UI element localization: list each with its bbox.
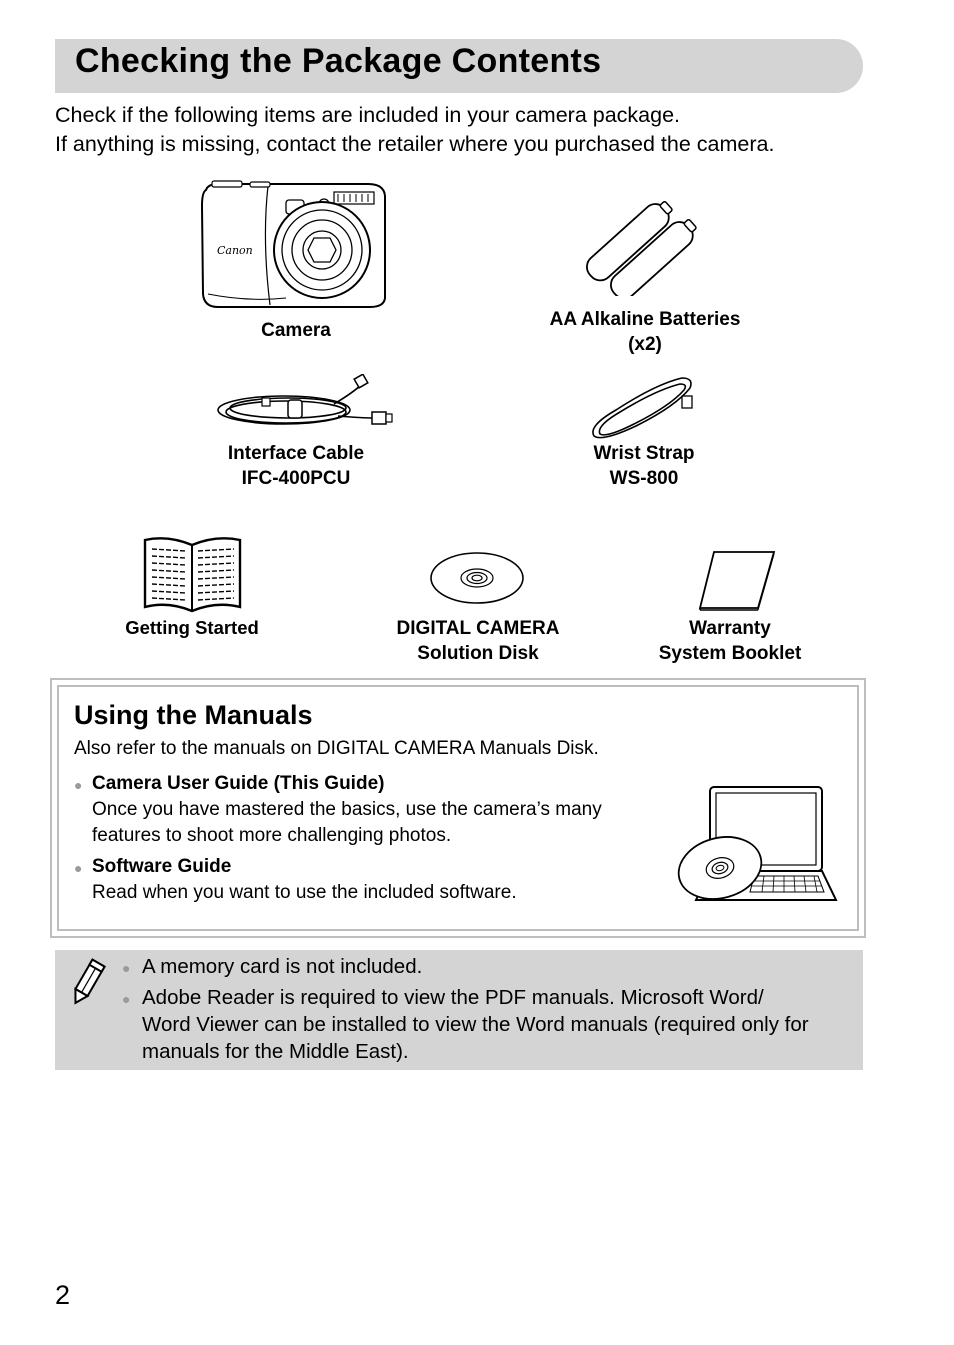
note-line: A memory card is not included. (142, 955, 423, 978)
batteries-icon (572, 196, 702, 296)
guide-item (74, 771, 654, 849)
batteries-label-line1: AA Alkaline Batteries (549, 309, 741, 330)
disk-label-line2: Solution Disk (417, 643, 539, 664)
warranty-label-line1: Warranty (689, 618, 771, 639)
manuals-subtitle: Also refer to the manuals on DIGITAL CAMERA Manuals Disk. (74, 738, 599, 759)
camera-brand: Canon (217, 244, 253, 257)
batteries-label (520, 307, 770, 357)
strap-label (544, 441, 744, 491)
intro-line-2: If anything is missing, contact the retailer where you purchased the camera. (55, 132, 775, 156)
disk-label-line1: DIGITAL CAMERA (396, 618, 560, 639)
guide-heading: Software Guide (92, 856, 232, 877)
note-item (122, 984, 862, 1065)
note-line: Word Viewer can be installed to view the Word manuals (required only for (142, 1013, 809, 1036)
intro-line-1: Check if the following items are included in your camera package. (55, 103, 681, 127)
camera-label-line1: Camera (261, 320, 331, 341)
camera-label (196, 318, 396, 343)
guide-item (74, 854, 654, 906)
strap-label-line2: WS-800 (609, 468, 679, 489)
cable-label-line2: IFC-400PCU (241, 468, 351, 489)
page-title: Checking the Package Contents (75, 42, 602, 80)
getting-started-label (102, 615, 282, 640)
batteries-label-line2: (x2) (628, 334, 662, 355)
pencil-icon (68, 958, 106, 1008)
guide-heading: Camera User Guide (This Guide) (92, 773, 385, 794)
cable-label-line1: Interface Cable (227, 443, 365, 464)
camera-icon (198, 180, 390, 312)
bullet-icon: ● (74, 777, 83, 793)
guide-body-line: Read when you want to use the included software. (92, 882, 517, 903)
note-item (122, 953, 862, 982)
wrist-strap-icon (586, 374, 700, 444)
book-icon (142, 535, 244, 615)
page-number: 2 (55, 1280, 71, 1310)
note-line: manuals for the Middle East). (142, 1040, 409, 1063)
manuals-title: Using the Manuals (74, 700, 313, 730)
guide-body-line: features to shoot more challenging photos. (92, 825, 452, 846)
bullet-icon: ● (122, 991, 131, 1007)
getting-started-label-line1: Getting Started (125, 617, 259, 638)
warranty-label-line2: System Booklet (658, 643, 802, 664)
intro-text (55, 101, 774, 159)
strap-label-line1: Wrist Strap (593, 443, 695, 464)
disk-icon (428, 550, 526, 606)
warranty-label (630, 616, 830, 666)
bullet-icon: ● (122, 960, 131, 976)
note-line: Adobe Reader is required to view the PDF manuals. Microsoft Word/ (142, 986, 764, 1009)
warranty-booklet-icon (696, 550, 776, 612)
cable-icon (214, 374, 394, 440)
cable-label (186, 441, 406, 491)
bullet-icon: ● (74, 860, 83, 876)
disk-label (368, 616, 588, 666)
guide-body-line: Once you have mastered the basics, use the camera’s many (92, 799, 602, 820)
laptop-with-disk-icon (672, 784, 840, 906)
